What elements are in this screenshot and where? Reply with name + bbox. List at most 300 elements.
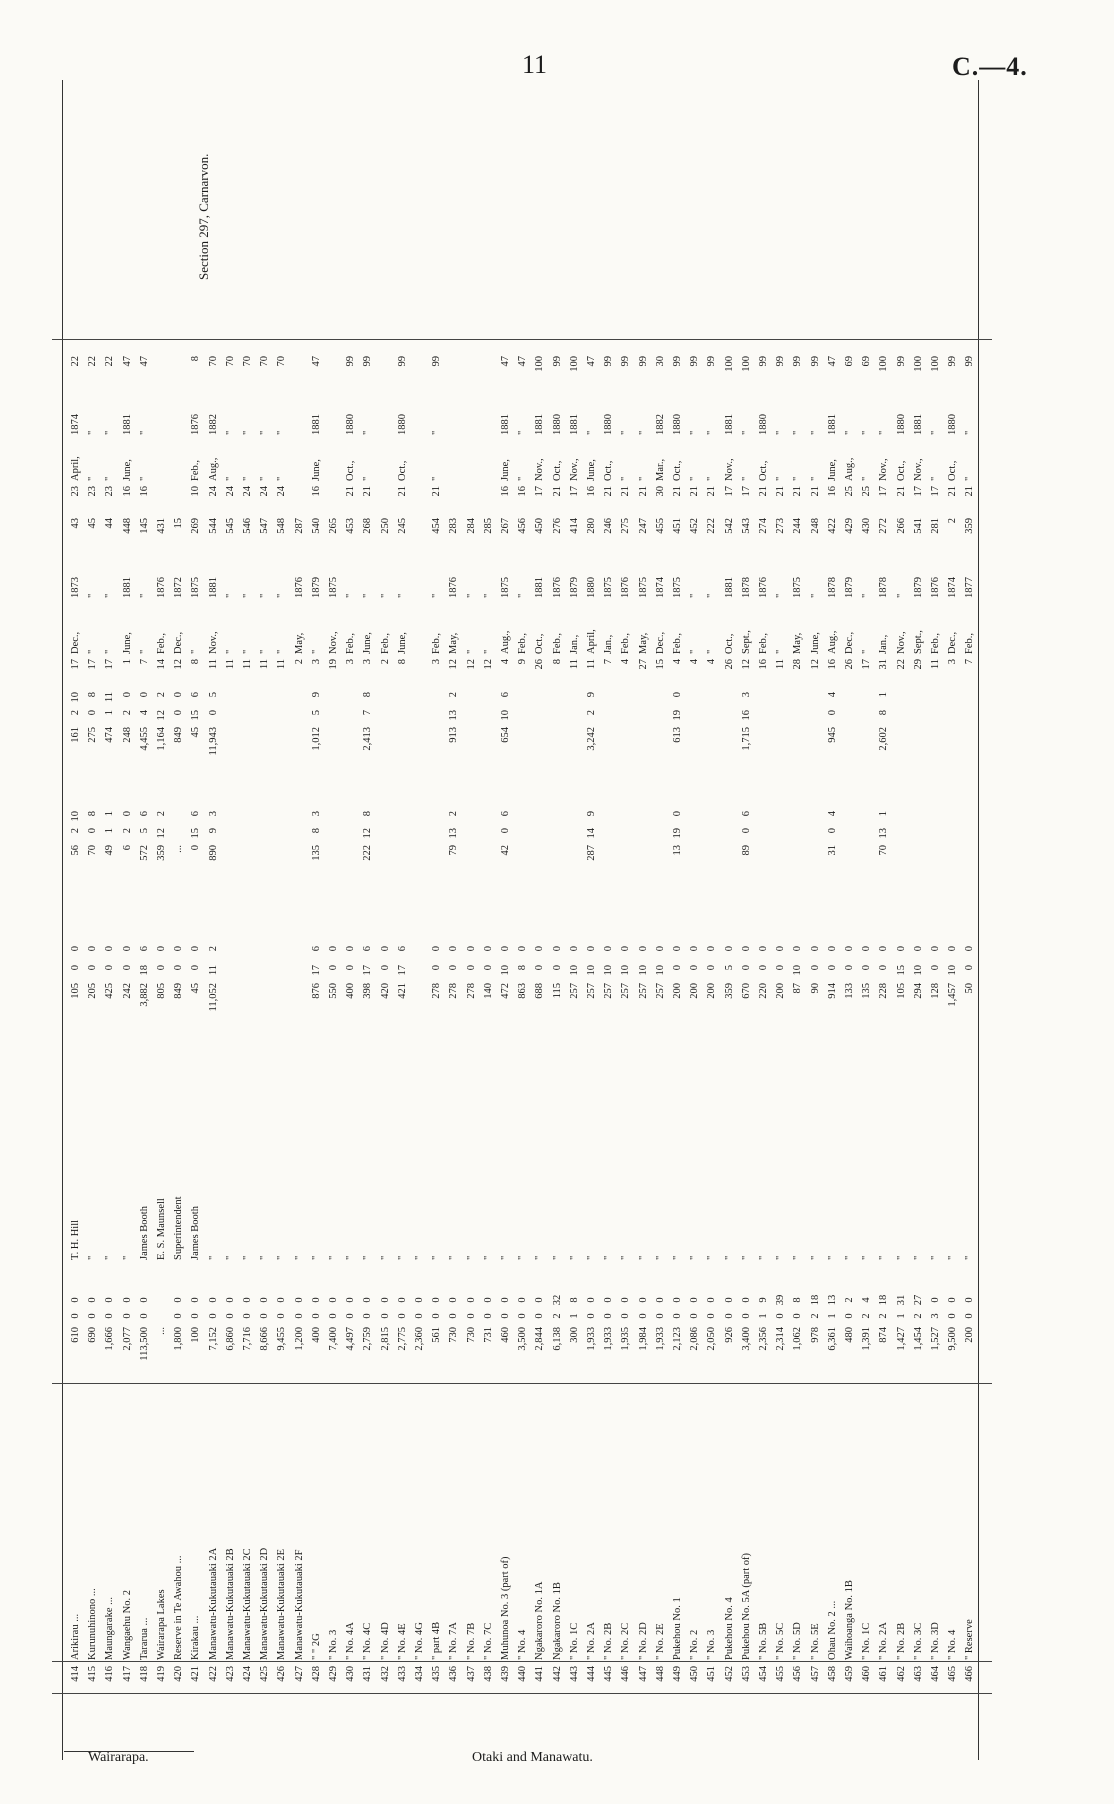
cell-ay: " bbox=[844, 430, 855, 435]
cell-r: 2 bbox=[878, 1313, 890, 1319]
cell-fr: 8 bbox=[517, 965, 529, 971]
table-row bbox=[584, 80, 602, 1760]
remarks-note: Section 297, Carnarvon. bbox=[196, 153, 211, 280]
cell-gaz: 99 bbox=[362, 356, 374, 367]
cell-ad: 21 bbox=[809, 486, 821, 497]
cell-no: 426 bbox=[276, 1666, 288, 1682]
cell-fr: 17 bbox=[396, 965, 408, 976]
cell-ta: 3,242 bbox=[586, 727, 597, 751]
cell-fr: 0 bbox=[345, 965, 357, 971]
cell-fr: 0 bbox=[809, 965, 821, 971]
cell-am: " bbox=[861, 476, 873, 481]
cell-gaz: 99 bbox=[345, 356, 357, 367]
cell-fa: 257 bbox=[654, 983, 666, 999]
cell-no: 435 bbox=[431, 1666, 443, 1682]
cell-ad: 16 bbox=[121, 486, 133, 497]
cell-ay: 1881 bbox=[310, 414, 322, 435]
cell-name: " No. 2A bbox=[586, 1622, 597, 1660]
cell-ay: " bbox=[431, 430, 443, 435]
cell-tp: 6 bbox=[190, 692, 202, 698]
cell-name: " No. 1C bbox=[568, 1622, 580, 1660]
cell-r: 0 bbox=[740, 1313, 752, 1319]
cell-sr: 8 bbox=[310, 828, 322, 834]
cell-name: Arikirau ... bbox=[70, 1613, 81, 1660]
cell-surveyor: " bbox=[448, 1255, 460, 1260]
cell-name: " No. 2D bbox=[637, 1622, 649, 1660]
cell-fa: 135 bbox=[861, 983, 873, 999]
cell-gaz: 70 bbox=[242, 356, 253, 367]
cell-plan: 43 bbox=[70, 518, 81, 529]
cell-ay: 1880 bbox=[396, 414, 408, 435]
cell-surveyor: " bbox=[740, 1255, 752, 1260]
cell-p: 0 bbox=[207, 1297, 219, 1303]
cell-ad: 21 bbox=[895, 486, 907, 497]
cell-r: 0 bbox=[207, 1313, 219, 1319]
cell-area: 7,400 bbox=[328, 1327, 339, 1351]
cell-area: 8,666 bbox=[259, 1327, 271, 1351]
cell-p: 0 bbox=[500, 1297, 511, 1303]
cell-ta: 1,012 bbox=[310, 727, 322, 751]
cell-no: 418 bbox=[138, 1666, 150, 1682]
cell-fr: 15 bbox=[895, 965, 907, 976]
cell-no: 458 bbox=[826, 1666, 838, 1682]
table-row bbox=[756, 80, 774, 1760]
cell-ay: " bbox=[792, 430, 804, 435]
table-row bbox=[773, 80, 791, 1760]
cell-ad: 21 bbox=[706, 486, 718, 497]
cell-am: April, bbox=[70, 456, 81, 481]
cell-p: 0 bbox=[740, 1297, 752, 1303]
cell-fa: 90 bbox=[809, 983, 821, 994]
cell-plan: 548 bbox=[276, 518, 288, 534]
cell-gaz: 99 bbox=[431, 356, 443, 367]
cell-ad: 23 bbox=[70, 486, 81, 497]
cell-fp: 0 bbox=[465, 946, 477, 952]
cell-am: " bbox=[224, 476, 236, 481]
cell-am: Oct., bbox=[758, 460, 769, 481]
cell-ad: 16 bbox=[586, 486, 597, 497]
cell-gaz: 100 bbox=[930, 356, 941, 372]
cell-ta: 45 bbox=[190, 727, 202, 738]
cell-no: 445 bbox=[603, 1666, 615, 1682]
cell-p: 8 bbox=[568, 1297, 580, 1303]
cell-sr: 0 bbox=[500, 828, 511, 834]
cell-r: 0 bbox=[448, 1313, 460, 1319]
cell-tp: 6 bbox=[500, 692, 511, 698]
cell-dy: 1874 bbox=[947, 577, 959, 598]
cell-fa: 425 bbox=[104, 983, 116, 999]
cell-dm: Feb., bbox=[517, 633, 529, 654]
cell-ta: 2,602 bbox=[878, 727, 890, 751]
cell-ad: 21 bbox=[672, 486, 683, 497]
cell-ay: 1881 bbox=[568, 414, 580, 435]
cell-r: 0 bbox=[173, 1313, 185, 1319]
cell-sa: 572 bbox=[138, 845, 150, 861]
cell-r: 0 bbox=[654, 1313, 666, 1319]
cell-fp: 6 bbox=[138, 946, 150, 952]
cell-gaz: 8 bbox=[190, 356, 202, 362]
cell-fr: 10 bbox=[654, 965, 666, 976]
cell-p: 0 bbox=[345, 1297, 357, 1303]
cell-dy: " bbox=[396, 593, 408, 598]
cell-r: 0 bbox=[723, 1313, 735, 1319]
cell-name: " No. 7C bbox=[482, 1622, 494, 1660]
cell-no: 434 bbox=[414, 1666, 425, 1682]
cell-gaz: 47 bbox=[310, 356, 322, 367]
cell-am: " bbox=[517, 476, 529, 481]
cell-ad: 21 bbox=[396, 486, 408, 497]
cell-ta: 849 bbox=[173, 727, 185, 743]
cell-no: 465 bbox=[947, 1666, 959, 1682]
cell-ad: 24 bbox=[207, 486, 219, 497]
cell-am: " bbox=[87, 476, 99, 481]
cell-ta: 654 bbox=[500, 727, 511, 743]
cell-name: " No. 7B bbox=[465, 1622, 477, 1660]
cell-fa: 242 bbox=[121, 983, 133, 999]
cell-tr: 7 bbox=[362, 710, 374, 716]
cell-ad: 17 bbox=[878, 486, 890, 497]
cell-dd: 11 bbox=[568, 659, 580, 670]
table-row bbox=[395, 80, 413, 1760]
cell-dd: 26 bbox=[844, 659, 855, 670]
cell-tr: 5 bbox=[310, 710, 322, 716]
cell-gaz: 30 bbox=[654, 356, 666, 367]
cell-am: Mar., bbox=[654, 458, 666, 481]
cell-plan: 245 bbox=[396, 518, 408, 534]
cell-p: 0 bbox=[138, 1297, 150, 1303]
cell-fa: 200 bbox=[775, 983, 787, 999]
cell-dy: " bbox=[465, 593, 477, 598]
cell-plan: 450 bbox=[534, 518, 546, 534]
cell-name: " No. 2E bbox=[654, 1623, 666, 1660]
cell-fp: 6 bbox=[310, 946, 322, 952]
cell-dy: 1879 bbox=[568, 577, 580, 598]
cell-name: " No. 7A bbox=[448, 1622, 460, 1660]
table-row bbox=[137, 80, 155, 1760]
cell-fr: 10 bbox=[912, 965, 924, 976]
cell-r: 0 bbox=[328, 1313, 339, 1319]
cell-plan: 246 bbox=[603, 518, 615, 534]
cell-plan: 280 bbox=[586, 518, 597, 534]
cell-fp: 0 bbox=[87, 946, 99, 952]
cell-dm: Feb., bbox=[930, 633, 941, 654]
cell-fa: 257 bbox=[568, 983, 580, 999]
cell-ay: 1880 bbox=[947, 414, 959, 435]
cell-gaz: 99 bbox=[775, 356, 787, 367]
cell-ad: 24 bbox=[259, 486, 271, 497]
cell-gaz: 100 bbox=[534, 356, 546, 372]
page-number: 11 bbox=[522, 50, 548, 79]
cell-area: 7,152 bbox=[207, 1327, 219, 1351]
cell-plan: 453 bbox=[345, 518, 357, 534]
cell-ad: 10 bbox=[190, 486, 202, 497]
table-row bbox=[894, 80, 912, 1760]
cell-ay: " bbox=[740, 430, 752, 435]
cell-name: " No. 4C bbox=[362, 1622, 374, 1660]
cell-fr: 0 bbox=[328, 965, 339, 971]
cell-surveyor: T. H. Hill bbox=[70, 1219, 81, 1260]
cell-no: 416 bbox=[104, 1666, 116, 1682]
cell-surveyor: " bbox=[362, 1255, 374, 1260]
cell-p: 0 bbox=[242, 1297, 253, 1303]
cell-fa: 128 bbox=[930, 983, 941, 999]
cell-fa: 205 bbox=[87, 983, 99, 999]
cell-dy: 1879 bbox=[844, 577, 855, 598]
table-row bbox=[412, 80, 430, 1760]
cell-fp: 0 bbox=[173, 946, 185, 952]
cell-name: " No. 3 bbox=[706, 1629, 718, 1660]
cell-dd: 12 bbox=[809, 659, 821, 670]
cell-gaz: 99 bbox=[551, 356, 563, 367]
cell-plan: 285 bbox=[482, 518, 494, 534]
cell-surveyor: " bbox=[224, 1255, 236, 1260]
cell-sr: 13 bbox=[448, 828, 460, 839]
table-row bbox=[670, 80, 688, 1760]
cell-ad: 21 bbox=[551, 486, 563, 497]
cell-dm: April, bbox=[586, 629, 597, 654]
cell-dy: " bbox=[895, 593, 907, 598]
cell-am: " bbox=[276, 476, 288, 481]
cell-dm: Feb., bbox=[758, 633, 769, 654]
cell-fr: 11 bbox=[207, 965, 219, 976]
cell-dm: Nov., bbox=[328, 631, 339, 654]
cell-tr: 16 bbox=[740, 710, 752, 721]
cell-tr: 10 bbox=[500, 710, 511, 721]
cell-p: 0 bbox=[672, 1297, 683, 1303]
cell-dm: May, bbox=[293, 632, 305, 654]
cell-plan: 281 bbox=[930, 518, 941, 534]
cell-am: " bbox=[138, 476, 150, 481]
cell-p: 0 bbox=[465, 1297, 477, 1303]
cell-gaz: 69 bbox=[844, 356, 855, 367]
cell-dm: " bbox=[482, 649, 494, 654]
cell-dm: " bbox=[689, 649, 701, 654]
cell-dy: 1876 bbox=[551, 577, 563, 598]
cell-fa: 278 bbox=[431, 983, 443, 999]
cell-r: 0 bbox=[362, 1313, 374, 1319]
cell-p: 0 bbox=[534, 1297, 546, 1303]
cell-area: 2,086 bbox=[689, 1327, 701, 1351]
cell-fr: 0 bbox=[431, 965, 443, 971]
cell-surveyor: " bbox=[826, 1255, 838, 1260]
cell-no: 446 bbox=[620, 1666, 632, 1682]
cell-fp: 2 bbox=[207, 946, 219, 952]
cell-p: 9 bbox=[758, 1297, 769, 1303]
table-row bbox=[378, 80, 396, 1760]
district-label-wairarapa: Wairarapa. bbox=[88, 1750, 149, 1765]
table-row bbox=[464, 80, 482, 1760]
cell-dm: Jan., bbox=[603, 634, 615, 654]
cell-tp: 11 bbox=[104, 692, 116, 703]
table-row bbox=[360, 80, 378, 1760]
table-row bbox=[68, 80, 86, 1760]
cell-ad: 17 bbox=[912, 486, 924, 497]
cell-dy: " bbox=[706, 593, 718, 598]
cell-dd: 11 bbox=[207, 659, 219, 670]
cell-dm: " bbox=[861, 649, 873, 654]
cell-fr: 0 bbox=[930, 965, 941, 971]
cell-area: 1,935 bbox=[620, 1327, 632, 1351]
cell-surveyor: " bbox=[328, 1255, 339, 1260]
cell-ay: 1881 bbox=[912, 414, 924, 435]
cell-tr: 0 bbox=[826, 710, 838, 716]
cell-no: 420 bbox=[173, 1666, 185, 1682]
cell-dy: 1872 bbox=[173, 577, 185, 598]
cell-plan: 456 bbox=[517, 518, 529, 534]
cell-dm: Oct., bbox=[534, 633, 546, 654]
cell-dd: 4 bbox=[706, 659, 718, 665]
cell-gaz: 99 bbox=[689, 356, 701, 367]
cell-tp: 10 bbox=[70, 692, 81, 703]
cell-plan: 222 bbox=[706, 518, 718, 534]
cell-fp: 0 bbox=[930, 946, 941, 952]
cell-ad: 17 bbox=[740, 486, 752, 497]
cell-sp: 4 bbox=[826, 811, 838, 817]
table-row bbox=[206, 80, 224, 1760]
cell-gaz: 100 bbox=[740, 356, 752, 372]
cell-sp: 8 bbox=[362, 811, 374, 817]
cell-surveyor: " bbox=[379, 1255, 391, 1260]
cell-area: 1,933 bbox=[603, 1327, 615, 1351]
cell-tp: 2 bbox=[448, 692, 460, 698]
cell-fp: 0 bbox=[70, 946, 81, 952]
cell-fr: 0 bbox=[121, 965, 133, 971]
cell-p: 0 bbox=[362, 1297, 374, 1303]
cell-dd: 12 bbox=[173, 659, 185, 670]
cell-dy: 1875 bbox=[637, 577, 649, 598]
cell-gaz: 100 bbox=[878, 356, 890, 372]
cell-r: 3 bbox=[930, 1313, 941, 1319]
cell-dd: 12 bbox=[448, 659, 460, 670]
cell-name: " No. 2C bbox=[620, 1622, 632, 1660]
cell-dd: 3 bbox=[431, 659, 443, 665]
cell-sr: 0 bbox=[826, 828, 838, 834]
cell-no: 415 bbox=[87, 1666, 99, 1682]
cell-dy: 1876 bbox=[930, 577, 941, 598]
cell-dd: 11 bbox=[224, 659, 236, 670]
cell-tp: 0 bbox=[173, 692, 185, 698]
cell-fa: 105 bbox=[895, 983, 907, 999]
cell-no: 438 bbox=[482, 1666, 494, 1682]
cell-surveyor: " bbox=[568, 1255, 580, 1260]
cell-surveyor: " bbox=[87, 1255, 99, 1260]
cell-fr: 0 bbox=[758, 965, 769, 971]
cell-am: June, bbox=[310, 459, 322, 481]
cell-plan: 451 bbox=[672, 518, 683, 534]
cell-plan: 545 bbox=[224, 518, 236, 534]
cell-fp: 0 bbox=[328, 946, 339, 952]
cell-r: 0 bbox=[706, 1313, 718, 1319]
cell-p: 2 bbox=[844, 1297, 855, 1303]
cell-no: 447 bbox=[637, 1666, 649, 1682]
cell-tp: 1 bbox=[878, 692, 890, 698]
cell-am: " bbox=[689, 476, 701, 481]
cell-ay: " bbox=[620, 430, 632, 435]
survey-table bbox=[52, 80, 992, 1765]
cell-dm: June, bbox=[396, 632, 408, 654]
cell-ad: 21 bbox=[345, 486, 357, 497]
cell-plan: 542 bbox=[723, 518, 735, 534]
cell-fr: 10 bbox=[947, 965, 959, 976]
cell-gaz: 99 bbox=[620, 356, 632, 367]
cell-tr: 12 bbox=[156, 710, 167, 721]
cell-dy: " bbox=[276, 593, 288, 598]
cell-r: 0 bbox=[844, 1313, 855, 1319]
table-row bbox=[808, 80, 826, 1760]
cell-dm: Nov., bbox=[207, 631, 219, 654]
cell-dy: " bbox=[242, 593, 253, 598]
cell-am: Feb., bbox=[190, 460, 202, 481]
cell-fp: 0 bbox=[964, 946, 976, 952]
cell-gaz: 70 bbox=[276, 356, 288, 367]
cell-am: Oct., bbox=[345, 460, 357, 481]
cell-sa: 13 bbox=[672, 845, 683, 856]
cell-ad: 21 bbox=[947, 486, 959, 497]
cell-dm: " bbox=[259, 649, 271, 654]
cell-surveyor: " bbox=[310, 1255, 322, 1260]
cell-sa: 287 bbox=[586, 845, 597, 861]
cell-r: 0 bbox=[345, 1313, 357, 1319]
cell-surveyor: " bbox=[259, 1255, 271, 1260]
cell-fr: 10 bbox=[500, 965, 511, 976]
cell-dd: 7 bbox=[138, 659, 150, 665]
cell-p: 4 bbox=[861, 1297, 873, 1303]
cell-p: 0 bbox=[723, 1297, 735, 1303]
cell-plan: 454 bbox=[431, 518, 443, 534]
cell-no: 417 bbox=[121, 1666, 133, 1682]
cell-ad: 23 bbox=[87, 486, 99, 497]
cell-am: Nov., bbox=[878, 458, 890, 481]
cell-fa: 140 bbox=[482, 983, 494, 999]
cell-sa: 49 bbox=[104, 845, 116, 856]
cell-no: 453 bbox=[740, 1666, 752, 1682]
cell-dy: 1881 bbox=[207, 577, 219, 598]
cell-dm: June, bbox=[362, 632, 374, 654]
cell-am: " bbox=[792, 476, 804, 481]
cell-fa: 228 bbox=[878, 983, 890, 999]
cell-ta: 945 bbox=[826, 727, 838, 743]
cell-fa: 849 bbox=[173, 983, 185, 999]
cell-no: 452 bbox=[723, 1666, 735, 1682]
cell-dd: 11 bbox=[259, 659, 271, 670]
cell-dd: 8 bbox=[551, 659, 563, 665]
cell-sr: 0 bbox=[87, 828, 99, 834]
cell-area: 4,497 bbox=[345, 1327, 357, 1351]
cell-ad: 17 bbox=[930, 486, 941, 497]
cell-dm: " bbox=[87, 649, 99, 654]
cell-ta: 1,164 bbox=[156, 727, 167, 751]
cell-fr: 0 bbox=[465, 965, 477, 971]
cell-fp: 0 bbox=[878, 946, 890, 952]
cell-sa: 56 bbox=[70, 845, 81, 856]
cell-fa: 876 bbox=[310, 983, 322, 999]
table-row bbox=[739, 80, 757, 1760]
cell-sa: 6 bbox=[121, 845, 133, 851]
cell-ay: 1881 bbox=[121, 414, 133, 435]
cell-fr: 10 bbox=[792, 965, 804, 976]
cell-dm: Feb., bbox=[379, 633, 391, 654]
cell-ay: " bbox=[930, 430, 941, 435]
cell-dd: 2 bbox=[293, 659, 305, 665]
cell-am: June, bbox=[121, 459, 133, 481]
cell-ay: " bbox=[517, 430, 529, 435]
cell-surveyor: " bbox=[930, 1255, 941, 1260]
cell-gaz: 47 bbox=[586, 356, 597, 367]
cell-no: 443 bbox=[568, 1666, 580, 1682]
cell-name: Kirakau ... bbox=[190, 1615, 202, 1660]
cell-fp: 0 bbox=[809, 946, 821, 952]
cell-ay: 1882 bbox=[654, 414, 666, 435]
